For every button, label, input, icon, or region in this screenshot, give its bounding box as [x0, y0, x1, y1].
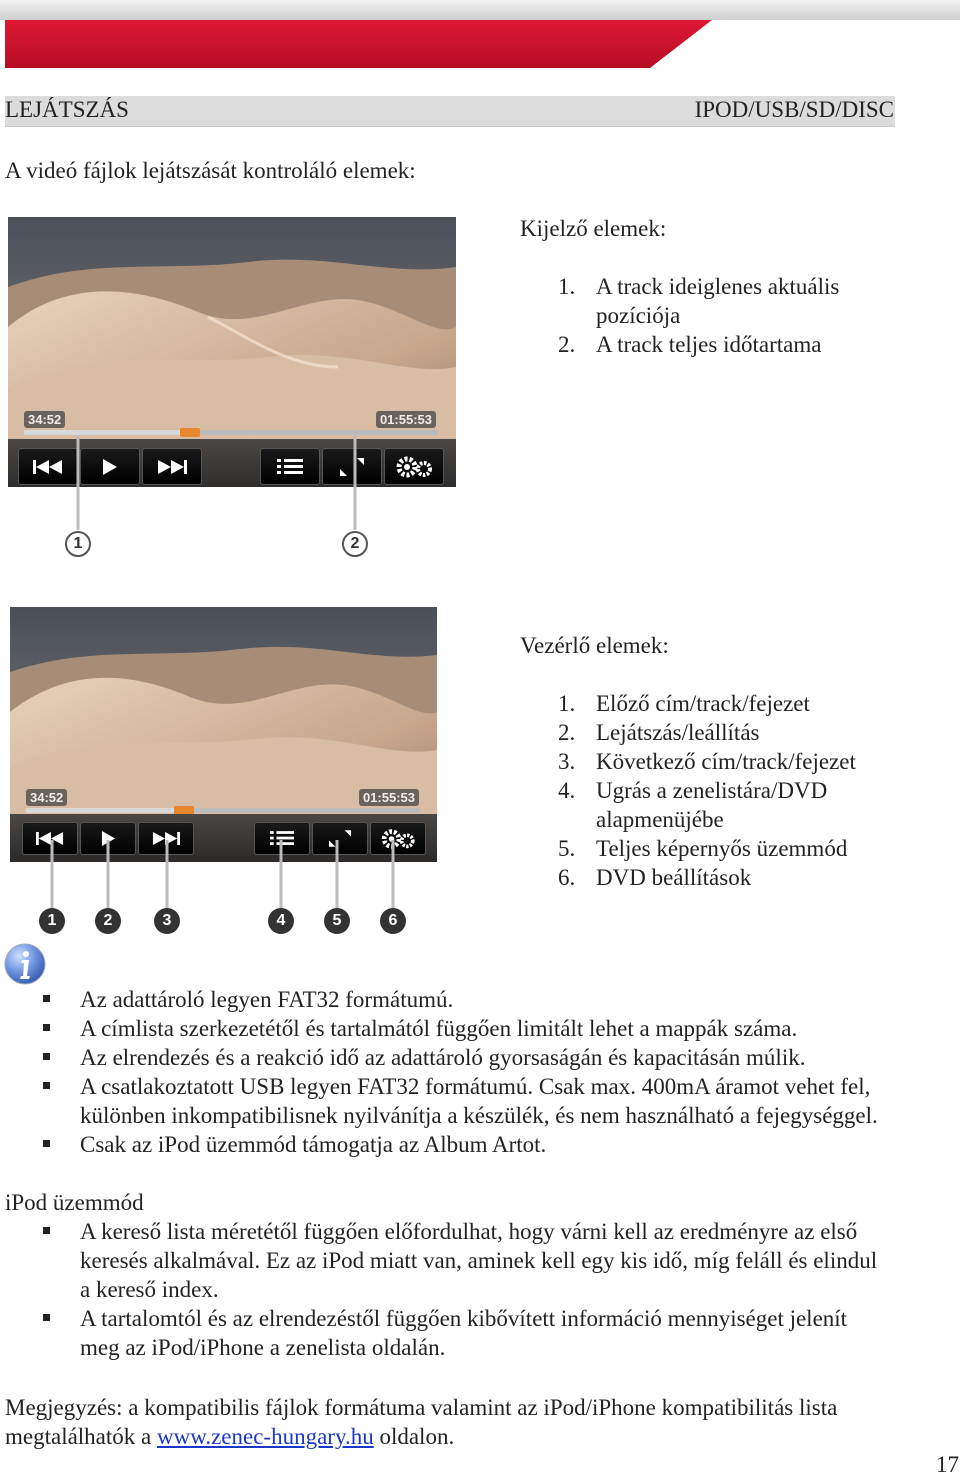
info-bullet-text: Az adattároló legyen FAT32 formátumú.	[80, 987, 454, 1012]
list-number: 2.	[558, 720, 576, 745]
section-title: LEJÁTSZÁS	[5, 97, 129, 122]
progress-track[interactable]	[26, 808, 420, 813]
info-bullet-text: Az elrendezés és a reakció idő az adattároló gyorsaságán és kapacitásán múlik.	[80, 1045, 806, 1070]
total-time: 01:55:53	[376, 411, 436, 428]
list-item: alapmenüjébe	[596, 807, 724, 832]
note-suffix: oldalon.	[373, 1424, 455, 1449]
list-number: 2.	[558, 332, 576, 357]
bullet-marker	[43, 1314, 50, 1321]
ipod-bullet-text: meg az iPod/iPhone a zenelista oldalán.	[80, 1335, 446, 1360]
callout-3: 3	[154, 908, 180, 934]
page-number: 17	[936, 1452, 959, 1477]
callout-1: 1	[65, 531, 91, 557]
display-elements-title: Kijelző elemek:	[520, 216, 667, 241]
list-number: 4.	[558, 778, 576, 803]
ipod-bullet-text: keresés alkalmával. Ez az iPod miatt van, aminek kell egy kis idő, míg feláll és elindul	[80, 1248, 878, 1273]
total-time: 01:55:53	[359, 789, 419, 806]
current-time: 34:52	[24, 411, 65, 428]
top-banner	[0, 0, 960, 68]
control-callout-lines	[0, 820, 440, 920]
list-number: 1.	[558, 274, 576, 299]
control-elements-title: Vezérlő elemek:	[520, 633, 669, 658]
note-line-2	[5, 1422, 454, 1451]
list-item: Teljes képernyős üzemmód	[596, 836, 848, 861]
note-line-1: Megjegyzés: a kompatibilis fájlok formátuma valamint az iPod/iPhone kompatibilitás lista	[5, 1395, 838, 1420]
callout-2: 2	[342, 531, 368, 557]
intro-text: A videó fájlok lejátszását kontroláló elemek:	[5, 158, 416, 183]
list-number: 1.	[558, 691, 576, 716]
current-time: 34:52	[26, 789, 67, 806]
list-item: Lejátszás/leállítás	[596, 720, 760, 745]
bullet-marker	[43, 1053, 50, 1060]
list-item: Következő cím/track/fejezet	[596, 749, 856, 774]
callout-5: 5	[324, 908, 350, 934]
progress-fill	[26, 808, 184, 813]
list-item: A track ideiglenes aktuális	[596, 274, 840, 299]
callout-1: 1	[39, 908, 65, 934]
list-item: pozíciója	[596, 303, 681, 328]
callout-2: 2	[95, 908, 121, 934]
section-category: IPOD/USB/SD/DISC	[694, 97, 894, 122]
bullet-marker	[43, 1140, 50, 1147]
list-number: 3.	[558, 749, 576, 774]
callout-4: 4	[268, 908, 294, 934]
info-bullet-text: A címlista szerkezetétől és tartalmától függően limitált lehet a mappák száma.	[80, 1016, 798, 1041]
list-number: 5.	[558, 836, 576, 861]
ipod-bullet-text: A tartalomtól és az elrendezéstől függően kibővített információ mennyiséget jelenít	[80, 1306, 848, 1331]
info-bullet-text: A csatlakoztatott USB legyen FAT32 formátumú. Csak max. 400mA áramot vehet fel,	[80, 1074, 871, 1099]
bullet-marker	[43, 995, 50, 1002]
ipod-section-title: iPod üzemmód	[5, 1190, 144, 1215]
bullet-marker	[43, 1082, 50, 1089]
ipod-bullet-text: A kereső lista méretétől függően előfordulhat, hogy várni kell az eredményre az első	[80, 1219, 858, 1244]
ipod-bullet-text: a kereső index.	[80, 1277, 219, 1302]
info-bullet-text: Csak az iPod üzemmód támogatja az Album Artot.	[80, 1132, 547, 1157]
bullet-marker	[43, 1024, 50, 1031]
list-item: A track teljes időtartama	[596, 332, 822, 357]
list-item: Előző cím/track/fejezet	[596, 691, 810, 716]
bullet-marker	[43, 1227, 50, 1234]
list-item: DVD beállítások	[596, 865, 752, 890]
callout-6: 6	[380, 908, 406, 934]
note-prefix: megtalálhatók a	[5, 1424, 157, 1449]
website-link[interactable]: www.zenec-hungary.hu	[157, 1424, 374, 1449]
info-bullet-text: különben inkompatibilisnek nyilvánítja a készülék, és nem használható a fejegységgel.	[80, 1103, 878, 1128]
info-icon	[3, 942, 47, 986]
list-number: 6.	[558, 865, 576, 890]
list-item: Ugrás a zenelistára/DVD	[596, 778, 828, 803]
